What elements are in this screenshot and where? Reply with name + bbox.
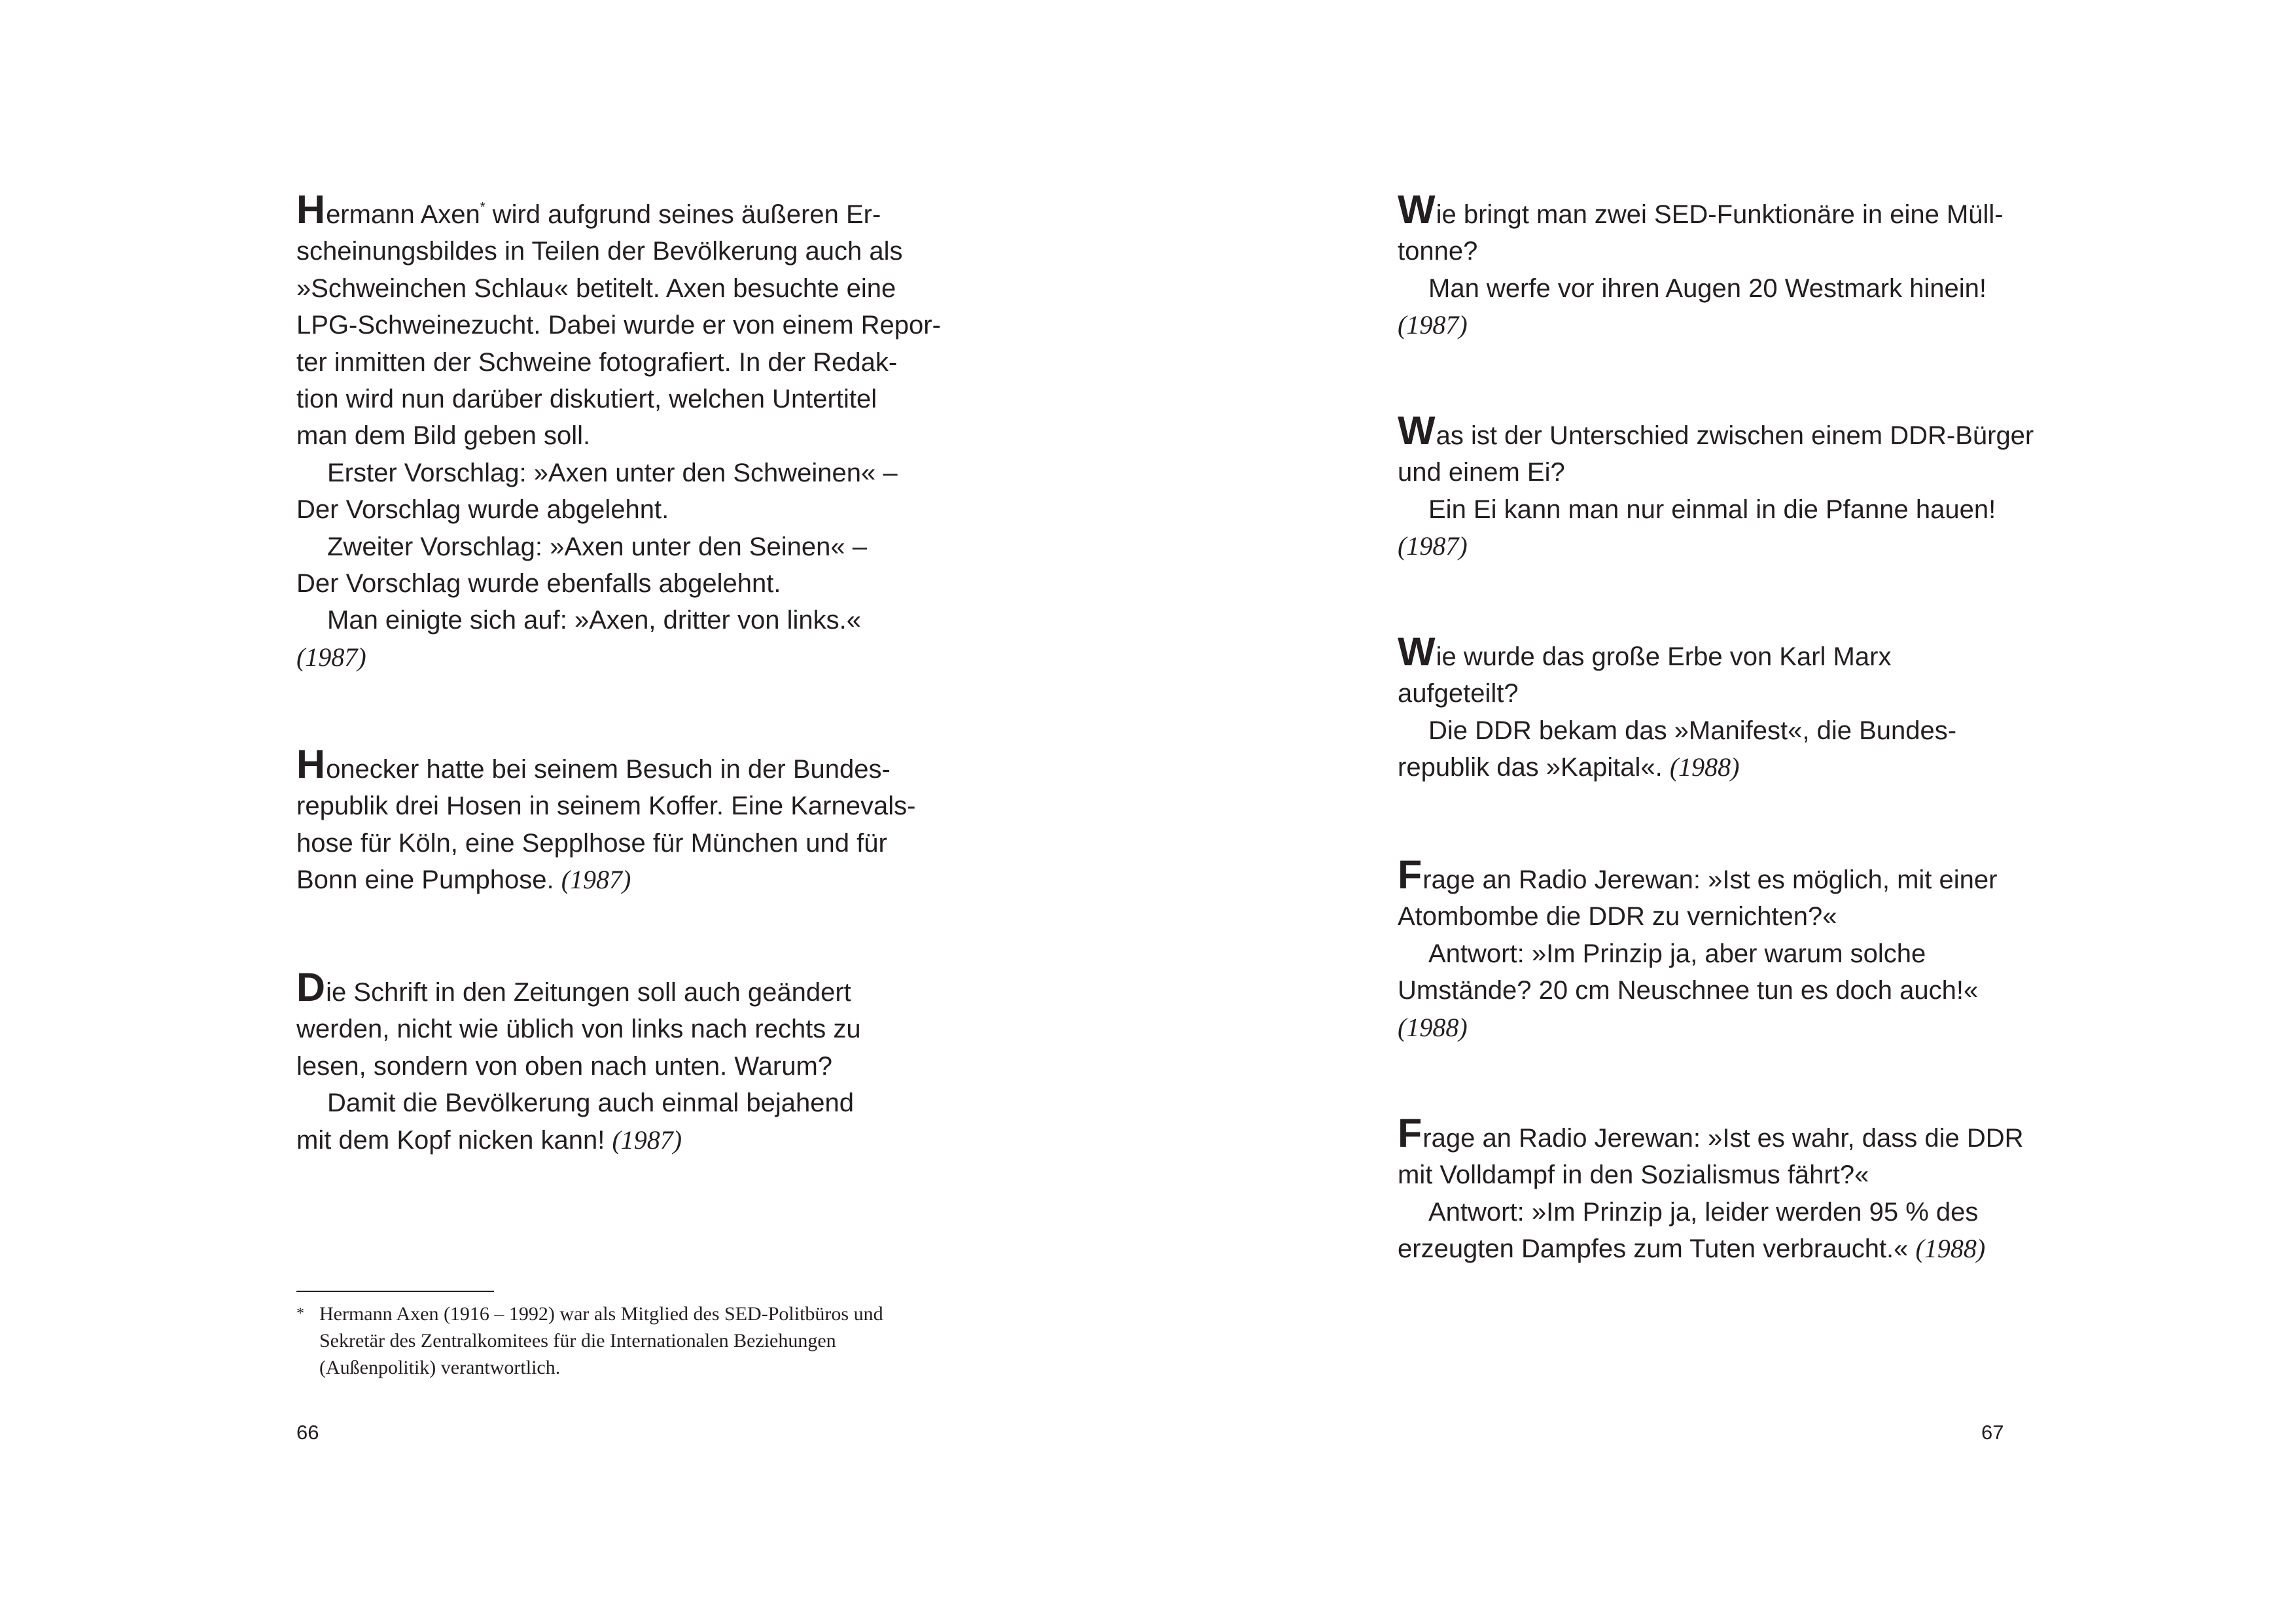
- joke-line: [296, 417, 925, 454]
- joke-line: [1398, 1009, 2026, 1046]
- initial-letter: H: [296, 187, 327, 232]
- joke-line: [1398, 675, 2026, 712]
- text-run: onecker hatte bei seinem Besuch in der Bundes-: [326, 755, 891, 784]
- joke-line: [1398, 935, 2026, 972]
- footnote-line: Sekretär des Zentralkomitees für die Internationalen Beziehungen: [319, 1330, 836, 1352]
- joke-block: [1398, 1111, 2026, 1268]
- joke-line: [296, 270, 925, 307]
- joke-block: [1398, 187, 2026, 344]
- joke-first-line: [1398, 408, 2034, 454]
- initial-letter: D: [296, 965, 327, 1009]
- text-run: aufgeteilt?: [1398, 679, 1519, 708]
- joke-line: [1398, 270, 2026, 307]
- joke-line: [296, 381, 925, 417]
- text-run: ie wurde das große Erbe von Karl Marx: [1436, 642, 1892, 671]
- text-run: ie bringt man zwei SED-Funktionäre in eine Müll-: [1436, 200, 2004, 229]
- initial-letter: H: [296, 742, 327, 786]
- text-run: rage an Radio Jerewan: »Ist es möglich, mit einer: [1422, 865, 1998, 894]
- text-run: Antwort: »Im Prinzip ja, aber warum solche: [1428, 939, 1926, 968]
- text-run: Erster Vorschlag: »Axen unter den Schweinen« –: [327, 458, 898, 487]
- joke-line: [296, 491, 925, 528]
- initial-letter: W: [1398, 629, 1436, 674]
- joke-line: [296, 1085, 925, 1121]
- text-run: Die DDR bekam das »Manifest«, die Bundes-: [1428, 716, 1957, 745]
- joke-line: [296, 344, 925, 381]
- text-run: LPG-Schweinezucht. Dabei wurde er von einem Repor-: [296, 311, 941, 340]
- footnote-reference: *: [480, 200, 486, 215]
- text-run: rage an Radio Jerewan: »Ist es wahr, dass die DDR: [1422, 1124, 2024, 1153]
- text-run: Damit die Bevölkerung auch einmal bejahend: [327, 1089, 854, 1118]
- joke-line: [296, 455, 925, 491]
- joke-first-line: [1398, 629, 2026, 675]
- joke-line: [296, 307, 941, 343]
- text-run: Ein Ei kann man nur einmal in die Pfanne hauen!: [1428, 495, 1996, 524]
- joke-line: [1398, 528, 2026, 565]
- text-run: Der Vorschlag wurde ebenfalls abgelehnt.: [296, 569, 781, 599]
- joke-line: [1398, 1157, 2026, 1193]
- initial-letter: F: [1398, 852, 1423, 897]
- text-run: »Schweinchen Schlau« betitelt. Axen besuchte eine: [296, 273, 896, 303]
- joke-line: [1398, 1194, 2026, 1230]
- footnote-line: Hermann Axen (1916 – 1992) war als Mitglied des SED-Politbüros und: [319, 1303, 883, 1325]
- joke-block: [1398, 629, 2026, 786]
- text-run: ter inmitten der Schweine fotografiert. In der Redak-: [296, 347, 898, 377]
- joke-line: [296, 639, 925, 676]
- year-label: (1987): [561, 865, 631, 895]
- initial-letter: F: [1398, 1111, 1423, 1155]
- joke-line: [296, 862, 925, 898]
- joke-line: [296, 788, 925, 824]
- page-number-right: 67: [1981, 1421, 2004, 1444]
- text-run: mit Volldampf in den Sozialismus fährt?«: [1398, 1161, 1869, 1190]
- year-label: (1987): [1398, 310, 1468, 340]
- text-run: hose für Köln, eine Sepplhose für München und für: [296, 828, 887, 858]
- text-run: werden, nicht wie üblich von links nach rechts zu: [296, 1015, 861, 1044]
- joke-line: [296, 602, 925, 638]
- text-run: und einem Ei?: [1398, 458, 1565, 487]
- joke-block: [1398, 408, 2034, 565]
- joke-line: [1398, 307, 2026, 343]
- text-run: tion wird nun darüber diskutiert, welchen Untertitel: [296, 385, 877, 414]
- joke-line: [296, 233, 925, 270]
- joke-first-line: [1398, 1111, 2026, 1157]
- footnote-marker: *: [296, 1305, 304, 1322]
- page-number-left: 66: [296, 1421, 319, 1444]
- joke-line: [1398, 233, 2026, 270]
- text-run: Bonn eine Pumphose.: [296, 865, 561, 895]
- joke-line: [296, 1011, 925, 1047]
- joke-line: [1398, 454, 2026, 491]
- year-label: (1987): [296, 642, 366, 672]
- joke-first-line: [296, 965, 925, 1011]
- text-run: as ist der Unterschied zwischen einem DDR-Bürger: [1436, 421, 2034, 450]
- text-run: Der Vorschlag wurde abgelehnt.: [296, 495, 669, 525]
- joke-line: [1398, 749, 2026, 786]
- text-run: wird aufgrund seines äußeren Er-: [485, 200, 881, 229]
- text-run: Man einigte sich auf: »Axen, dritter von links.«: [327, 606, 861, 635]
- joke-line: [1398, 1230, 2026, 1267]
- text-run: republik das »Kapital«.: [1398, 753, 1670, 782]
- joke-line: [296, 1048, 925, 1085]
- text-run: ermann Axen: [326, 200, 480, 229]
- footnote-text: [319, 1300, 921, 1381]
- joke-block: [296, 187, 941, 676]
- joke-line: [296, 529, 925, 565]
- footnote-divider: [296, 1291, 494, 1292]
- initial-letter: W: [1398, 408, 1436, 453]
- text-run: scheinungsbildes in Teilen der Bevölkerung auch als: [296, 237, 903, 266]
- text-run: Zweiter Vorschlag: »Axen unter den Seinen« –: [327, 532, 867, 561]
- text-run: Umstände? 20 cm Neuschnee tun es doch auch!«: [1398, 976, 1979, 1005]
- text-run: erzeugten Dampfes zum Tuten verbraucht.«: [1398, 1234, 1916, 1264]
- joke-line: [1398, 972, 2026, 1009]
- joke-block: [1398, 852, 2026, 1046]
- year-label: (1987): [1398, 531, 1468, 561]
- joke-line: [296, 825, 925, 862]
- joke-line: [296, 1122, 925, 1159]
- joke-line: [1398, 712, 2026, 749]
- joke-first-line: [296, 742, 925, 788]
- text-run: Man werfe vor ihren Augen 20 Westmark hinein!: [1428, 273, 1987, 303]
- footnote-line: (Außenpolitik) verantwortlich.: [319, 1357, 561, 1378]
- text-run: tonne?: [1398, 237, 1478, 266]
- text-run: Antwort: »Im Prinzip ja, leider werden 95 % des: [1428, 1197, 1979, 1227]
- year-label: (1988): [1398, 1012, 1468, 1042]
- year-label: (1987): [612, 1125, 682, 1155]
- joke-line: [296, 565, 925, 602]
- year-label: (1988): [1669, 752, 1740, 782]
- text-run: man dem Bild geben soll.: [296, 421, 591, 451]
- text-run: ie Schrift in den Zeitungen soll auch geändert: [326, 978, 851, 1007]
- joke-first-line: [296, 187, 925, 233]
- joke-block: [296, 965, 925, 1159]
- joke-line: [1398, 491, 2026, 528]
- year-label: (1988): [1915, 1234, 1986, 1264]
- joke-line: [1398, 898, 2026, 935]
- initial-letter: W: [1398, 187, 1436, 232]
- text-run: republik drei Hosen in seinem Koffer. Eine Karnevals-: [296, 792, 916, 821]
- right-page: [1148, 0, 2296, 1623]
- text-run: Atombombe die DDR zu vernichten?«: [1398, 902, 1837, 932]
- text-run: lesen, sondern von oben nach unten. Warum?: [296, 1051, 833, 1081]
- joke-block: [296, 742, 925, 899]
- joke-first-line: [1398, 187, 2026, 233]
- joke-first-line: [1398, 852, 2026, 898]
- text-run: mit dem Kopf nicken kann!: [296, 1125, 612, 1155]
